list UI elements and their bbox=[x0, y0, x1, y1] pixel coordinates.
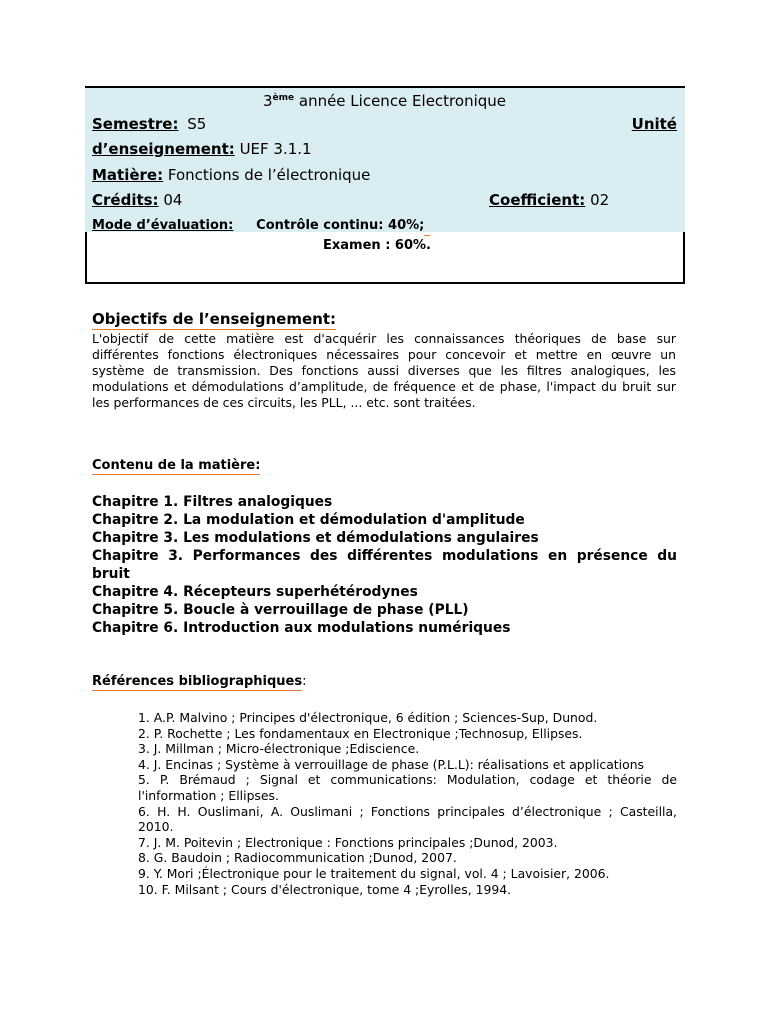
evaluation-row bbox=[92, 214, 677, 236]
objectives-heading: Objectifs de l’enseignement: bbox=[92, 310, 336, 328]
coefficient-value: 02 bbox=[590, 191, 610, 209]
credits-value: 04 bbox=[163, 191, 183, 209]
chapter-item: Chapitre 4. Récepteurs superhétérodynes bbox=[92, 584, 418, 600]
reference-item: 3. J. Millman ; Micro-électronique ;Ediscience. bbox=[138, 741, 420, 757]
content-heading: Contenu de la matière: bbox=[92, 458, 261, 473]
unite-label: Unité bbox=[631, 115, 677, 133]
chapter-item: Chapitre 5. Boucle à verrouillage de phase (PLL) bbox=[92, 602, 469, 618]
evaluation-continuous: Contrôle continu: 40%; bbox=[256, 218, 425, 233]
reference-item: 2. P. Rochette ; Les fondamentaux en Electronique ;Technosup, Ellipses. bbox=[138, 725, 583, 741]
coefficient-label: Coefficient: bbox=[489, 191, 586, 209]
reference-item: 8. G. Baudoin ; Radiocommunication ;Dunod, 2007. bbox=[138, 850, 457, 866]
credits-row bbox=[92, 190, 677, 210]
enseignement-row bbox=[92, 139, 677, 159]
semestre-value: S5 bbox=[187, 115, 207, 133]
enseignement-value: UEF 3.1.1 bbox=[239, 140, 312, 158]
course-title: 3ème année Licence Electronique bbox=[262, 92, 507, 110]
coefficient-group bbox=[489, 190, 609, 210]
chapter-list bbox=[92, 493, 677, 637]
credits-label: Crédits: bbox=[92, 191, 159, 209]
matiere-row bbox=[92, 165, 677, 185]
chapter-item: Chapitre 3. Performances des différentes modulations en présence du bruit bbox=[92, 548, 677, 582]
reference-item: 7. J. M. Poitevin ; Electronique : Fonctions principales ;Dunod, 2003. bbox=[138, 834, 558, 850]
chapter-item: Chapitre 6. Introduction aux modulations numériques bbox=[92, 620, 511, 636]
reference-item: 9. Y. Mori ;Électronique pour le traitement du signal, vol. 4 ; Lavoisier, 2006. bbox=[138, 865, 610, 881]
reference-item: 6. H. H. Ouslimani, A. Ouslimani ; Fonctions principales d’électronique ; Casteilla, 2010. bbox=[138, 803, 677, 835]
evaluation-underline-mark bbox=[424, 223, 430, 236]
reference-item: 5. P. Brémaud ; Signal et communications: Modulation, codage et théorie de l'information ; Ellipses. bbox=[138, 772, 677, 803]
evaluation-exam: Examen : 60%. bbox=[323, 238, 431, 253]
matiere-value: Fonctions de l’électronique bbox=[167, 166, 371, 184]
reference-item: 1. A.P. Malvino ; Principes d'électronique, 6 édition ; Sciences-Sup, Dunod. bbox=[138, 710, 598, 725]
chapter-item: Chapitre 3. Les modulations et démodulations angulaires bbox=[92, 530, 539, 546]
chapter-item: Chapitre 2. La modulation et démodulation d'amplitude bbox=[92, 512, 525, 528]
reference-item: 4. J. Encinas ; Système à verrouillage de phase (P.L.L): réalisations et applications bbox=[138, 756, 644, 772]
objectives-text: L'objectif de cette matière est d'acquérir les connaissances théoriques de base sur différentes fonctions électroniques nécessaires pour concevoir et mettre en œuvre un système de transmission. Des fonctions aussi diverses que les filtres analogiques, les modulations et démodulations d’amplitude, de fréquence et de phase, l'impact du bruit sur les performances de ces circuits, les PLL, ... etc. sont traitées. bbox=[92, 331, 676, 410]
chapter-item: Chapitre 1. Filtres analogiques bbox=[92, 494, 333, 510]
reference-item: 10. F. Milsant ; Cours d'électronique, tome 4 ;Eyrolles, 1994. bbox=[138, 881, 512, 897]
references-heading: Références bibliographiques: bbox=[92, 674, 307, 689]
evaluation-label: Mode d’évaluation: bbox=[92, 218, 234, 233]
reference-list bbox=[138, 710, 677, 897]
semestre-label: Semestre: bbox=[92, 115, 179, 133]
semestre-row bbox=[92, 114, 677, 134]
enseignement-label: d’enseignement: bbox=[92, 140, 235, 158]
matiere-label: Matière: bbox=[92, 166, 164, 184]
